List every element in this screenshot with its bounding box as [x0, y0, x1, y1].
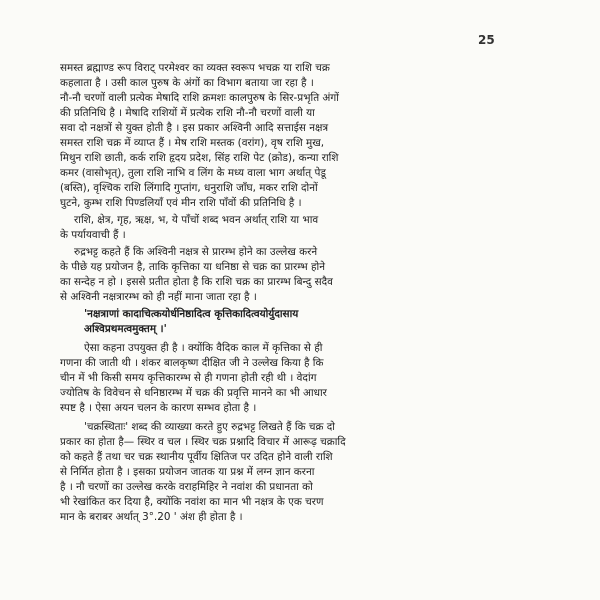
text-line: ज्योतिष के विवेचन से धनिष्ठारम्भ में चक्र की प्रवृत्ति मानने का भी आधार [60, 387, 327, 399]
text-line: समस्त राशि चक्र में व्याप्त हैं । मेष राशि मस्तक (वरांग), वृष राशि मुख, [60, 137, 325, 149]
text-line: गणना की जाती थी । शंकर बालकृष्ण दीक्षित जी ने उल्लेख किया है कि [60, 357, 324, 369]
paragraph-start: ऐसा कहना उपयुक्त ही है । क्योंकि वैदिक काल में कृत्तिका से ही [84, 342, 323, 354]
text-line: प्रकार का होता है— स्थिर व चल । स्थिर चक्र प्रश्नादि विचार में आरूढ़ चक्रादि [60, 436, 346, 448]
text-line: मिथुन राशि छाती, कर्क राशि हृदय प्रदेश, सिंह राशि पेट (क्रोड), कन्या राशि [60, 152, 339, 164]
text-line: के पीछे यह प्रयोजन है, ताकि कृत्तिका या धनिष्ठा से चक्र का प्रारम्भ होने [60, 261, 325, 273]
text-line: नौ-नौ चरणों वाली प्रत्येक मेषादि राशि क्रमशः कालपुरुष के सिर-प्रभृति अंगों [60, 92, 339, 104]
text-line: स्पष्ट है । ऐसा अयन चलन के कारण सम्भव होता है । [60, 402, 257, 414]
text-line: घुटने, कुम्भ राशि पिण्डलियाँ एवं मीन राशि पाँवों की प्रतिनिधि है । [60, 197, 302, 209]
text-line: मान के बराबर अर्थात् 3°.20 ' अंश ही होता है । [60, 511, 243, 523]
text-line: से अश्विनी नक्षत्रारम्भ को ही नहीं माना जाता रहा है । [60, 291, 257, 303]
text-line: चीन में भी किसी समय कृत्तिकारम्भ से ही गणना होती रही थी । वेदांग [60, 372, 317, 384]
text-line: से निर्मित होता है । इसका प्रयोजन जातक या प्रश्न में लग्न ज्ञान करना [60, 466, 315, 478]
paragraph-start: रुद्रभट्ट कहते हैं कि अश्विनी नक्षत्र से प्रारम्भ होने का उल्लेख करने [74, 246, 318, 258]
sanskrit-quote: अश्विप्रथमत्वमुक्तम् ।' [84, 323, 167, 335]
text-line: भी रेखांकित कर दिया है, क्योंकि नवांश का मान भी नक्षत्र के एक चरण [60, 496, 324, 508]
text-line: है । नौ चरणों का उल्लेख करके वराहमिहिर ने नवांश की प्रधानता को [60, 481, 313, 493]
sanskrit-quote: 'नक्षत्राणां कादाचित्कयोर्धनिष्ठादित्व कृत्तिकादित्वयोर्युदासाय [84, 308, 299, 320]
paragraph-start: 'चक्रस्थिताः' शब्द की व्याख्या करते हुए रुद्रभट्ट लिखते हैं कि चक्र दो [84, 421, 335, 433]
text-line: के पर्यायवाची हैं । [60, 229, 126, 241]
text-line: की प्रतिनिधि है । मेषादि राशियों में प्रत्येक राशि नौ-नौ चरणों वाली या [60, 107, 315, 119]
text-line: कहलाता है । उसी काल पुरुष के अंगों का विभाग बताया जा रहा है । [60, 77, 314, 89]
page-number: 25 [478, 33, 495, 47]
text-line: (बस्ति), वृश्चिक राशि लिंगादि गुप्तांग, धनुराशि जाँघ, मकर राशि दोनों [60, 182, 318, 194]
paragraph-start: राशि, क्षेत्र, गृह, ऋक्ष, भ, ये पाँचों शब्द भवन अर्थात् राशि या भाव [74, 214, 319, 226]
text-line: समस्त ब्रह्माण्ड रूप विराट् परमेश्वर का व्यक्त स्वरूप भचक्र या राशि चक्र [60, 62, 330, 74]
text-line: कमर (वासोभृत्), तुला राशि नाभि व लिंग के मध्य वाला भाग अर्थात् पेडू [60, 167, 326, 179]
text-line: का सन्देह न हो । इससे प्रतीत होता है कि राशि चक्र का प्रारम्भ बिन्दु सदैव [60, 276, 333, 288]
text-line: को कहते हैं तथा चर चक्र स्थानीय पूर्वीय क्षितिज पर उदित होने वाली राशि [60, 451, 333, 463]
text-line: सवा दो नक्षत्रों से युक्त होती है । इस प्रकार अश्विनी आदि सत्ताईस नक्षत्र [60, 122, 329, 134]
